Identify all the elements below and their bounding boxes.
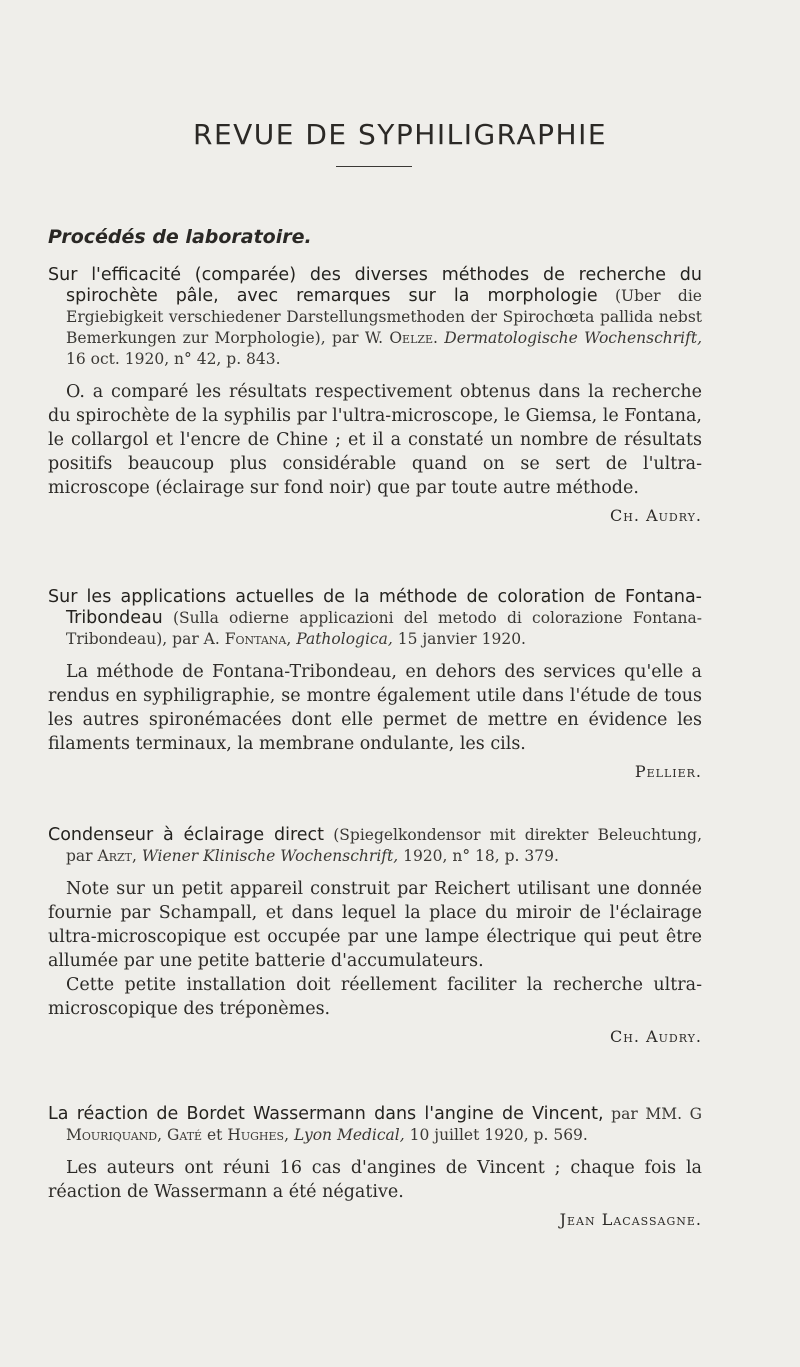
article-journal: Dermatologische Wochenschrift, [444, 329, 702, 347]
article-reference-sep: , [131, 847, 142, 865]
article-signature: Jean Lacassagne. [559, 1210, 702, 1229]
article-paragraph: La méthode de Fontana-Tribondeau, en dehors des services qu'elle a rendus en syphiligraphie, se montre également utile dans l'étude de tous les autres spironémacées dont elle permet de mettre en évidence les filaments terminaux, la membrane ondulante, les cils. [48, 662, 702, 754]
article-author: Fontana [224, 630, 287, 648]
article-reference: (Uber die Ergiebigkeit verschiedener Darstellungsmethoden der Spirochœta pallida nebst Bemerkungen zur Morphologie), par W. [66, 287, 702, 347]
article-signature: Ch. Audry. [610, 1027, 702, 1046]
article-title: La réaction de Bordet Wassermann dans l'angine de Vincent, [48, 1104, 604, 1124]
article-heading [48, 265, 702, 370]
article-reference-sep: et [202, 1126, 228, 1144]
article-1 [48, 265, 702, 525]
article-heading [48, 825, 702, 867]
article-citation: 1920, n° 18, p. 379. [398, 847, 559, 865]
article-author: Oelze [389, 329, 434, 347]
article-paragraph: Cette petite installation doit réellement faciliter la recherche ultra-microscopique des tréponèmes. [48, 975, 702, 1019]
article-reference-sep: , [286, 630, 297, 648]
article-journal: Pathologica, [296, 630, 393, 648]
article-signature: Pellier. [634, 762, 702, 781]
article-author: Arzt [97, 847, 132, 865]
article-citation: 15 janvier 1920. [392, 630, 526, 648]
article-title: Sur les applications actuelles de la méthode de coloration de Fontana-Tribondeau [48, 587, 702, 628]
article-author: Hughes [227, 1126, 285, 1144]
article-reference: par MM. G [603, 1105, 703, 1123]
title-rule [336, 166, 412, 167]
article-paragraph: O. a comparé les résultats respectivement obtenus dans la recherche du spirochète de la syphilis par l'ultra-microscope, le Giemsa, le Fontana, le collargol et l'encre de Chine ; et il a constaté un nombre de résultats positifs beaucoup plus considérable quand on se sert de l'ultra-microscope (éclairage sur fond noir) que par toute autre méthode. [48, 382, 702, 498]
article-citation: 10 juillet 1920, p. 569. [404, 1126, 588, 1144]
page-title: REVUE DE SYPHILIGRAPHIE [192, 118, 608, 151]
article-journal: Lyon Medical, [293, 1126, 405, 1144]
article-reference: (Sulla odierne applicazioni del metodo di colorazione Fontana-Tribondeau), par A. [66, 609, 702, 648]
article-citation: 16 oct. 1920, n° 42, p. 843. [66, 350, 281, 368]
article-4 [48, 1104, 702, 1229]
article-signature: Ch. Audry. [610, 506, 702, 525]
article-reference-sep: . [433, 329, 445, 347]
article-heading [48, 587, 702, 650]
article-paragraph: Les auteurs ont réuni 16 cas d'angines de Vincent ; chaque fois la réaction de Wassermann a été négative. [48, 1158, 702, 1202]
section-title: Procédés de laboratoire. [48, 226, 312, 248]
article-author: Mouriquand, Gaté [66, 1126, 203, 1144]
article-title: Condenseur à éclairage direct [48, 825, 325, 845]
article-journal: Wiener Klinische Wochenschrift, [141, 847, 399, 865]
article-reference: (Spiegelkondensor mit direkter Beleuchtung, par [66, 826, 702, 865]
article-reference-sep: , [284, 1126, 294, 1144]
article-paragraph: Note sur un petit appareil construit par Reichert utilisant une donnée fournie par Schampall, et dans lequel la place du miroir de l'éclairage ultra-microscopique est occupée par une lampe électrique qui peut être allumée par une petite batterie d'accumulateurs. [48, 879, 702, 971]
article-heading [48, 1104, 702, 1146]
article-3 [48, 825, 702, 1046]
article-2 [48, 587, 702, 781]
article-title: Sur l'efficacité (comparée) des diverses méthodes de recherche du spirochète pâle, avec remarques sur la morphologie [48, 265, 702, 306]
